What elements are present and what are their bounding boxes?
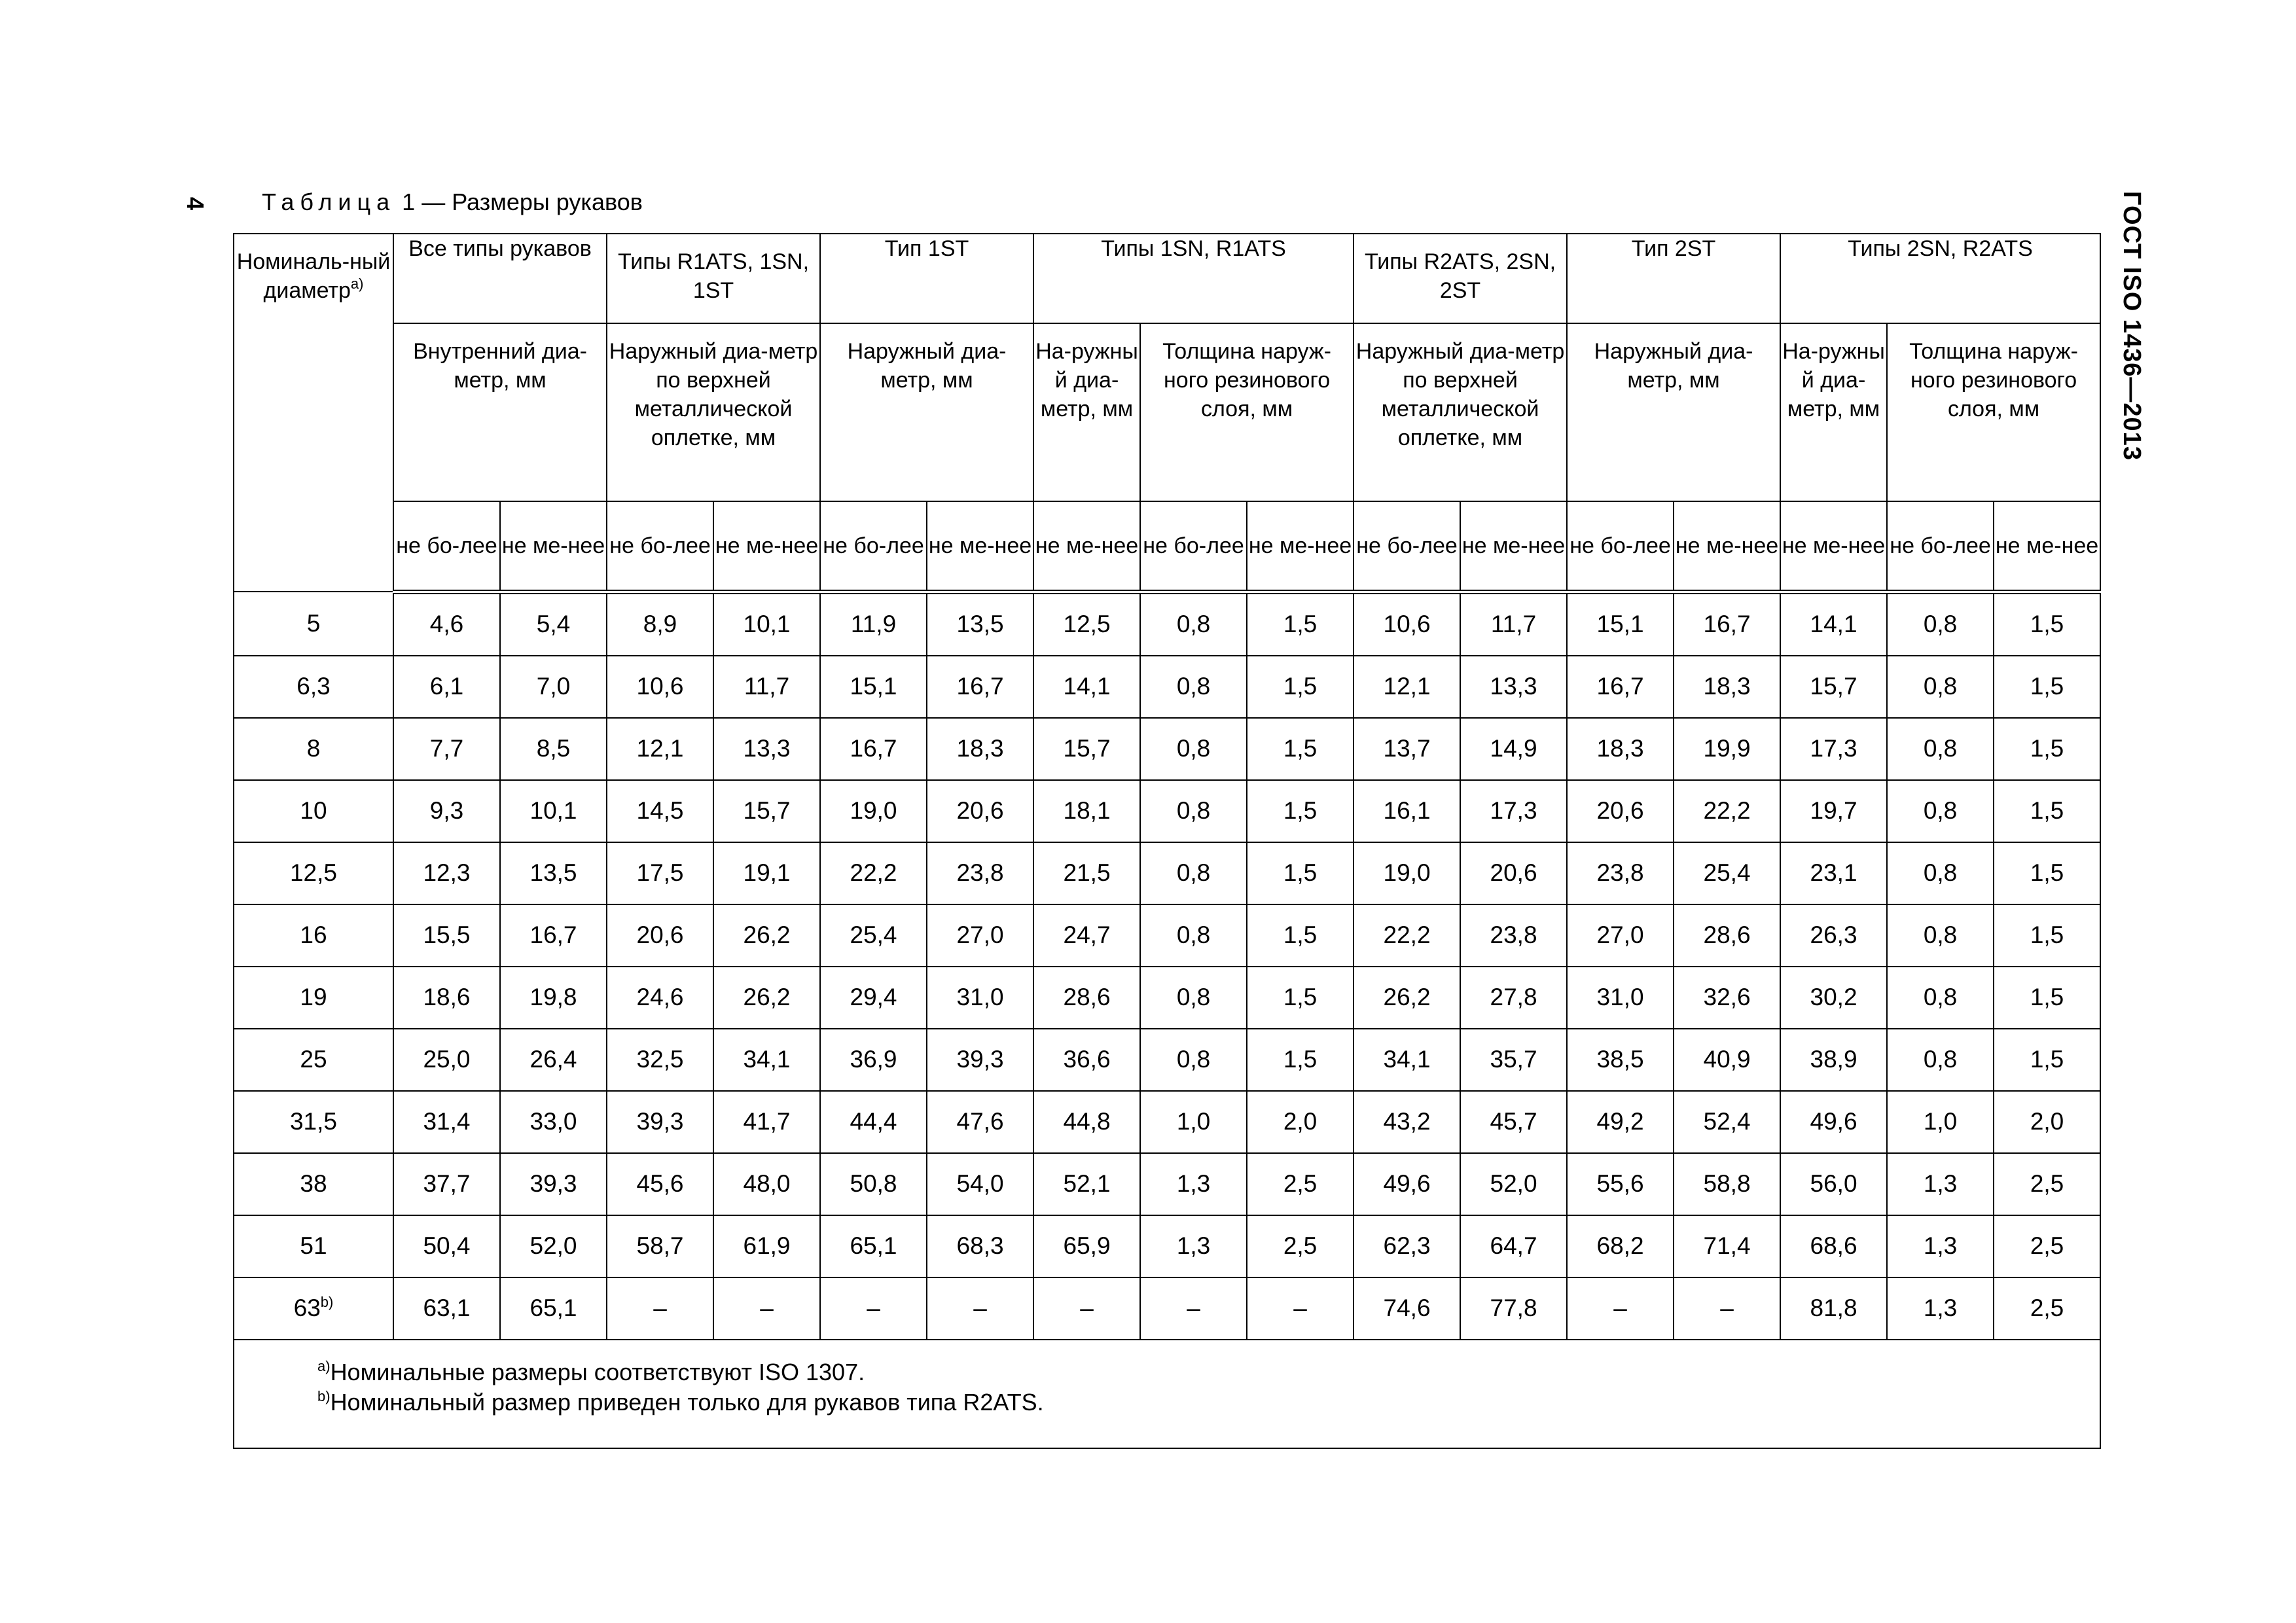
value-cell: 49,6 bbox=[1354, 1153, 1460, 1215]
value-cell: 48,0 bbox=[713, 1153, 820, 1215]
value-cell: 1,3 bbox=[1887, 1215, 1994, 1277]
value-cell: 17,3 bbox=[1460, 780, 1567, 842]
value-cell: – bbox=[607, 1277, 713, 1340]
value-cell: 14,9 bbox=[1460, 718, 1567, 780]
value-cell: 1,5 bbox=[1247, 718, 1354, 780]
value-cell: 39,3 bbox=[500, 1153, 607, 1215]
value-cell: 0,8 bbox=[1887, 780, 1994, 842]
value-cell: 56,0 bbox=[1780, 1153, 1887, 1215]
value-cell: 2,5 bbox=[1994, 1277, 2100, 1340]
value-cell: 2,5 bbox=[1994, 1215, 2100, 1277]
value-cell: 8,5 bbox=[500, 718, 607, 780]
table-row bbox=[234, 1277, 2100, 1340]
table-row bbox=[234, 842, 2100, 904]
footnote-mark: b) bbox=[317, 1387, 331, 1404]
header-limit: не бо-лее bbox=[1887, 501, 1994, 592]
value-cell: 2,0 bbox=[1994, 1091, 2100, 1153]
value-cell: 40,9 bbox=[1674, 1029, 1780, 1091]
value-cell: 61,9 bbox=[713, 1215, 820, 1277]
value-cell: 34,1 bbox=[713, 1029, 820, 1091]
value-cell: 68,6 bbox=[1780, 1215, 1887, 1277]
value-cell: 14,5 bbox=[607, 780, 713, 842]
nominal-diameter-cell bbox=[234, 1029, 393, 1091]
value-cell: 16,7 bbox=[820, 718, 927, 780]
value-cell: 24,6 bbox=[607, 967, 713, 1029]
value-cell: 26,4 bbox=[500, 1029, 607, 1091]
value-cell: 63,1 bbox=[393, 1277, 500, 1340]
value-cell: 1,3 bbox=[1887, 1153, 1994, 1215]
nominal-diameter-cell bbox=[234, 1091, 393, 1153]
value-cell: 0,8 bbox=[1887, 656, 1994, 718]
table-row bbox=[234, 592, 2100, 656]
nominal-diameter-cell bbox=[234, 656, 393, 718]
header-limit: не бо-лее bbox=[1140, 501, 1247, 592]
nominal-diameter-cell bbox=[234, 718, 393, 780]
nominal-diameter-cell bbox=[234, 1277, 393, 1340]
header-parameter: На-ружны й диа-метр, мм bbox=[1033, 323, 1140, 501]
value-cell: 19,9 bbox=[1674, 718, 1780, 780]
value-cell: 58,8 bbox=[1674, 1153, 1780, 1215]
header-limit: не ме-нее bbox=[1247, 501, 1354, 592]
value-cell: – bbox=[1567, 1277, 1674, 1340]
dimensions-table bbox=[233, 233, 2101, 1449]
value-cell: 18,3 bbox=[927, 718, 1033, 780]
table-row bbox=[234, 780, 2100, 842]
nominal-value: 6,3 bbox=[296, 673, 331, 700]
value-cell: 12,1 bbox=[607, 718, 713, 780]
value-cell: 30,2 bbox=[1780, 967, 1887, 1029]
value-cell: 0,8 bbox=[1140, 967, 1247, 1029]
value-cell: 1,5 bbox=[1994, 592, 2100, 656]
value-cell: 65,1 bbox=[500, 1277, 607, 1340]
value-cell: 38,9 bbox=[1780, 1029, 1887, 1091]
value-cell: 39,3 bbox=[927, 1029, 1033, 1091]
value-cell: 33,0 bbox=[500, 1091, 607, 1153]
value-cell: 11,9 bbox=[820, 592, 927, 656]
value-cell: 2,5 bbox=[1247, 1153, 1354, 1215]
value-cell: 77,8 bbox=[1460, 1277, 1567, 1340]
table-caption bbox=[262, 188, 643, 216]
value-cell: 1,5 bbox=[1994, 967, 2100, 1029]
value-cell: 20,6 bbox=[1460, 842, 1567, 904]
value-cell: 49,2 bbox=[1567, 1091, 1674, 1153]
value-cell: 1,5 bbox=[1247, 592, 1354, 656]
value-cell: 1,5 bbox=[1994, 718, 2100, 780]
value-cell: 34,1 bbox=[1354, 1029, 1460, 1091]
value-cell: 0,8 bbox=[1887, 592, 1994, 656]
value-cell: 25,4 bbox=[1674, 842, 1780, 904]
value-cell: 1,3 bbox=[1140, 1153, 1247, 1215]
value-cell: 68,2 bbox=[1567, 1215, 1674, 1277]
header-parameter: На-ружны й диа-метр, мм bbox=[1780, 323, 1887, 501]
value-cell: – bbox=[1140, 1277, 1247, 1340]
value-cell: 2,5 bbox=[1994, 1153, 2100, 1215]
nominal-value: 31,5 bbox=[289, 1108, 337, 1135]
header-limit: не бо-лее bbox=[820, 501, 927, 592]
value-cell: 1,5 bbox=[1247, 967, 1354, 1029]
header-limit: не ме-нее bbox=[1033, 501, 1140, 592]
header-limit: не бо-лее bbox=[607, 501, 713, 592]
value-cell: 50,8 bbox=[820, 1153, 927, 1215]
value-cell: 22,2 bbox=[820, 842, 927, 904]
value-cell: 16,7 bbox=[500, 904, 607, 967]
nominal-diameter-cell bbox=[234, 1215, 393, 1277]
value-cell: 13,7 bbox=[1354, 718, 1460, 780]
value-cell: 0,8 bbox=[1887, 718, 1994, 780]
value-cell: 26,3 bbox=[1780, 904, 1887, 967]
header-limit: не бо-лее bbox=[1354, 501, 1460, 592]
header-limit: не ме-нее bbox=[927, 501, 1033, 592]
value-cell: 1,5 bbox=[1994, 656, 2100, 718]
value-cell: 22,2 bbox=[1674, 780, 1780, 842]
table-row bbox=[234, 718, 2100, 780]
value-cell: – bbox=[927, 1277, 1033, 1340]
value-cell: 20,6 bbox=[1567, 780, 1674, 842]
value-cell: 4,6 bbox=[393, 592, 500, 656]
value-cell: 16,7 bbox=[1567, 656, 1674, 718]
value-cell: 0,8 bbox=[1887, 904, 1994, 967]
value-cell: 12,1 bbox=[1354, 656, 1460, 718]
value-cell: 18,1 bbox=[1033, 780, 1140, 842]
value-cell: 9,3 bbox=[393, 780, 500, 842]
value-cell: 0,8 bbox=[1140, 1029, 1247, 1091]
table-row bbox=[234, 1091, 2100, 1153]
value-cell: 31,4 bbox=[393, 1091, 500, 1153]
value-cell: 16,1 bbox=[1354, 780, 1460, 842]
header-parameter: Наружный диа-метр по верхней металлической оплетке, мм bbox=[607, 323, 820, 501]
value-cell: 15,1 bbox=[820, 656, 927, 718]
value-cell: 49,6 bbox=[1780, 1091, 1887, 1153]
value-cell: 8,9 bbox=[607, 592, 713, 656]
value-cell: 10,1 bbox=[500, 780, 607, 842]
value-cell: 20,6 bbox=[607, 904, 713, 967]
value-cell: 1,5 bbox=[1994, 904, 2100, 967]
value-cell: 13,3 bbox=[1460, 656, 1567, 718]
value-cell: 15,5 bbox=[393, 904, 500, 967]
value-cell: 1,5 bbox=[1247, 842, 1354, 904]
value-cell: 31,0 bbox=[927, 967, 1033, 1029]
value-cell: 1,5 bbox=[1247, 780, 1354, 842]
caption-title: 1 — Размеры рукавов bbox=[402, 188, 643, 215]
value-cell: 52,4 bbox=[1674, 1091, 1780, 1153]
nominal-diameter-cell bbox=[234, 780, 393, 842]
value-cell: 1,0 bbox=[1140, 1091, 1247, 1153]
value-cell: 2,0 bbox=[1247, 1091, 1354, 1153]
value-cell: 12,5 bbox=[1033, 592, 1140, 656]
value-cell: 10,6 bbox=[607, 656, 713, 718]
value-cell: 55,6 bbox=[1567, 1153, 1674, 1215]
header-parameter: Внутренний диа-метр, мм bbox=[393, 323, 607, 501]
value-cell: 0,8 bbox=[1140, 780, 1247, 842]
value-cell: 12,3 bbox=[393, 842, 500, 904]
value-cell: 52,1 bbox=[1033, 1153, 1140, 1215]
value-cell: 26,2 bbox=[1354, 967, 1460, 1029]
value-cell: 18,6 bbox=[393, 967, 500, 1029]
header-parameter: Наружный диа-метр, мм bbox=[1567, 323, 1780, 501]
header-limit: не ме-нее bbox=[1994, 501, 2100, 592]
value-cell: 0,8 bbox=[1887, 967, 1994, 1029]
value-cell: 74,6 bbox=[1354, 1277, 1460, 1340]
value-cell: 36,6 bbox=[1033, 1029, 1140, 1091]
value-cell: 22,2 bbox=[1354, 904, 1460, 967]
value-cell: 0,8 bbox=[1140, 656, 1247, 718]
value-cell: 26,2 bbox=[713, 967, 820, 1029]
value-cell: 1,5 bbox=[1247, 1029, 1354, 1091]
nominal-value: 5 bbox=[306, 609, 321, 637]
table-row bbox=[234, 1215, 2100, 1277]
value-cell: 27,0 bbox=[1567, 904, 1674, 967]
value-cell: 14,1 bbox=[1033, 656, 1140, 718]
value-cell: 50,4 bbox=[393, 1215, 500, 1277]
value-cell: 0,8 bbox=[1887, 1029, 1994, 1091]
value-cell: 19,7 bbox=[1780, 780, 1887, 842]
header-limit: не ме-нее bbox=[500, 501, 607, 592]
value-cell: 28,6 bbox=[1033, 967, 1140, 1029]
header-group: Типы R1ATS, 1SN, 1ST bbox=[607, 234, 820, 323]
value-cell: 1,5 bbox=[1247, 904, 1354, 967]
nominal-diameter-cell bbox=[234, 592, 393, 656]
document-side-title: ГОСТ ISO 1436—2013 bbox=[2118, 191, 2145, 461]
header-group: Тип 1ST bbox=[820, 234, 1033, 323]
footnote-text: Номинальные размеры соответствуют ISO 1307. bbox=[330, 1358, 865, 1385]
value-cell: 1,0 bbox=[1887, 1091, 1994, 1153]
value-cell: 44,4 bbox=[820, 1091, 927, 1153]
value-cell: 0,8 bbox=[1140, 904, 1247, 967]
header-limit: не ме-нее bbox=[1674, 501, 1780, 592]
footnote-mark: a) bbox=[350, 276, 364, 292]
value-cell: 65,1 bbox=[820, 1215, 927, 1277]
value-cell: 1,3 bbox=[1140, 1215, 1247, 1277]
footnote-text: Номинальный размер приведен только для рукавов типа R2ATS. bbox=[330, 1388, 1044, 1416]
nominal-value: 12,5 bbox=[289, 859, 337, 886]
value-cell: 29,4 bbox=[820, 967, 927, 1029]
value-cell: 16,7 bbox=[1674, 592, 1780, 656]
value-cell: 17,3 bbox=[1780, 718, 1887, 780]
value-cell: 19,8 bbox=[500, 967, 607, 1029]
value-cell: 68,3 bbox=[927, 1215, 1033, 1277]
header-nominal-label: Номиналь-ный диаметр bbox=[236, 249, 391, 303]
value-cell: 44,8 bbox=[1033, 1091, 1140, 1153]
value-cell: 36,9 bbox=[820, 1029, 927, 1091]
value-cell: 58,7 bbox=[607, 1215, 713, 1277]
value-cell: 39,3 bbox=[607, 1091, 713, 1153]
value-cell: 7,0 bbox=[500, 656, 607, 718]
header-group: Все типы рукавов bbox=[393, 234, 607, 323]
value-cell: 10,1 bbox=[713, 592, 820, 656]
header-parameter: Наружный диа-метр по верхней металлической оплетке, мм bbox=[1354, 323, 1567, 501]
value-cell: 5,4 bbox=[500, 592, 607, 656]
value-cell: 27,8 bbox=[1460, 967, 1567, 1029]
value-cell: 25,4 bbox=[820, 904, 927, 967]
header-limit: не ме-нее bbox=[1780, 501, 1887, 592]
value-cell: 62,3 bbox=[1354, 1215, 1460, 1277]
nominal-diameter-cell bbox=[234, 967, 393, 1029]
value-cell: – bbox=[1674, 1277, 1780, 1340]
header-group: Тип 2ST bbox=[1567, 234, 1780, 323]
header-limit: не ме-нее bbox=[713, 501, 820, 592]
value-cell: 26,2 bbox=[713, 904, 820, 967]
value-cell: 52,0 bbox=[500, 1215, 607, 1277]
header-parameter: Наружный диа-метр, мм bbox=[820, 323, 1033, 501]
nominal-diameter-cell bbox=[234, 904, 393, 967]
table-row bbox=[234, 1153, 2100, 1215]
nominal-value: 51 bbox=[300, 1232, 327, 1259]
header-limit: не бо-лее bbox=[1567, 501, 1674, 592]
header-group: Типы 2SN, R2ATS bbox=[1780, 234, 2100, 323]
footnote-mark: a) bbox=[317, 1357, 331, 1374]
table-row bbox=[234, 1029, 2100, 1091]
value-cell: 10,6 bbox=[1354, 592, 1460, 656]
value-cell: 14,1 bbox=[1780, 592, 1887, 656]
value-cell: 1,3 bbox=[1887, 1277, 1994, 1340]
table-row bbox=[234, 904, 2100, 967]
table-footnotes bbox=[234, 1340, 2100, 1448]
value-cell: 17,5 bbox=[607, 842, 713, 904]
value-cell: 52,0 bbox=[1460, 1153, 1567, 1215]
value-cell: 15,7 bbox=[1780, 656, 1887, 718]
table-row bbox=[234, 656, 2100, 718]
value-cell: – bbox=[1033, 1277, 1140, 1340]
value-cell: 2,5 bbox=[1247, 1215, 1354, 1277]
value-cell: 81,8 bbox=[1780, 1277, 1887, 1340]
value-cell: 0,8 bbox=[1887, 842, 1994, 904]
value-cell: 0,8 bbox=[1140, 718, 1247, 780]
value-cell: 11,7 bbox=[713, 656, 820, 718]
nominal-value: 25 bbox=[300, 1046, 327, 1073]
value-cell: 18,3 bbox=[1567, 718, 1674, 780]
nominal-value: 8 bbox=[306, 735, 321, 762]
value-cell: 23,8 bbox=[1460, 904, 1567, 967]
value-cell: 35,7 bbox=[1460, 1029, 1567, 1091]
value-cell: 7,7 bbox=[393, 718, 500, 780]
value-cell: 1,5 bbox=[1247, 656, 1354, 718]
value-cell: 54,0 bbox=[927, 1153, 1033, 1215]
value-cell: 0,8 bbox=[1140, 842, 1247, 904]
header-group: Типы 1SN, R1ATS bbox=[1033, 234, 1354, 323]
table-row bbox=[234, 967, 2100, 1029]
value-cell: 27,0 bbox=[927, 904, 1033, 967]
value-cell: 18,3 bbox=[1674, 656, 1780, 718]
value-cell: 1,5 bbox=[1994, 842, 2100, 904]
nominal-value: 63 bbox=[293, 1294, 321, 1321]
value-cell: – bbox=[1247, 1277, 1354, 1340]
value-cell: 6,1 bbox=[393, 656, 500, 718]
value-cell: 64,7 bbox=[1460, 1215, 1567, 1277]
value-cell: 13,3 bbox=[713, 718, 820, 780]
value-cell: 0,8 bbox=[1140, 592, 1247, 656]
value-cell: 24,7 bbox=[1033, 904, 1140, 967]
value-cell: 23,8 bbox=[927, 842, 1033, 904]
nominal-value: 38 bbox=[300, 1170, 327, 1197]
nominal-value: 10 bbox=[300, 797, 327, 824]
value-cell: 32,6 bbox=[1674, 967, 1780, 1029]
value-cell: 43,2 bbox=[1354, 1091, 1460, 1153]
value-cell: 41,7 bbox=[713, 1091, 820, 1153]
value-cell: 15,7 bbox=[713, 780, 820, 842]
value-cell: 19,0 bbox=[1354, 842, 1460, 904]
header-limit: не бо-лее bbox=[393, 501, 500, 592]
value-cell: 31,0 bbox=[1567, 967, 1674, 1029]
value-cell: 16,7 bbox=[927, 656, 1033, 718]
value-cell: 45,6 bbox=[607, 1153, 713, 1215]
value-cell: 13,5 bbox=[927, 592, 1033, 656]
value-cell: 15,1 bbox=[1567, 592, 1674, 656]
value-cell: 21,5 bbox=[1033, 842, 1140, 904]
page-number: 4 bbox=[182, 196, 209, 211]
value-cell: 25,0 bbox=[393, 1029, 500, 1091]
value-cell: 23,1 bbox=[1780, 842, 1887, 904]
value-cell: – bbox=[820, 1277, 927, 1340]
value-cell: 65,9 bbox=[1033, 1215, 1140, 1277]
value-cell: 11,7 bbox=[1460, 592, 1567, 656]
nominal-diameter-cell bbox=[234, 842, 393, 904]
value-cell: 28,6 bbox=[1674, 904, 1780, 967]
caption-word: Таблица bbox=[262, 188, 396, 215]
value-cell: 32,5 bbox=[607, 1029, 713, 1091]
nominal-diameter-cell bbox=[234, 1153, 393, 1215]
value-cell: 15,7 bbox=[1033, 718, 1140, 780]
value-cell: 19,0 bbox=[820, 780, 927, 842]
footnote-a bbox=[317, 1357, 2100, 1387]
value-cell: 13,5 bbox=[500, 842, 607, 904]
footnote-b bbox=[317, 1387, 2100, 1418]
header-nominal-diameter bbox=[234, 234, 393, 592]
header-limit: не ме-нее bbox=[1460, 501, 1567, 592]
value-cell: 37,7 bbox=[393, 1153, 500, 1215]
header-parameter: Толщина наруж-ного резинового слоя, мм bbox=[1140, 323, 1354, 501]
value-cell: 23,8 bbox=[1567, 842, 1674, 904]
value-cell: 19,1 bbox=[713, 842, 820, 904]
value-cell: 1,5 bbox=[1994, 780, 2100, 842]
value-cell: 38,5 bbox=[1567, 1029, 1674, 1091]
header-group: Типы R2ATS, 2SN, 2ST bbox=[1354, 234, 1567, 323]
value-cell: 45,7 bbox=[1460, 1091, 1567, 1153]
value-cell: 1,5 bbox=[1994, 1029, 2100, 1091]
value-cell: – bbox=[713, 1277, 820, 1340]
value-cell: 20,6 bbox=[927, 780, 1033, 842]
header-parameter: Толщина наруж-ного резинового слоя, мм bbox=[1887, 323, 2100, 501]
footnote-mark: b) bbox=[320, 1294, 334, 1310]
value-cell: 71,4 bbox=[1674, 1215, 1780, 1277]
nominal-value: 16 bbox=[300, 921, 327, 948]
nominal-value: 19 bbox=[300, 984, 327, 1010]
value-cell: 47,6 bbox=[927, 1091, 1033, 1153]
